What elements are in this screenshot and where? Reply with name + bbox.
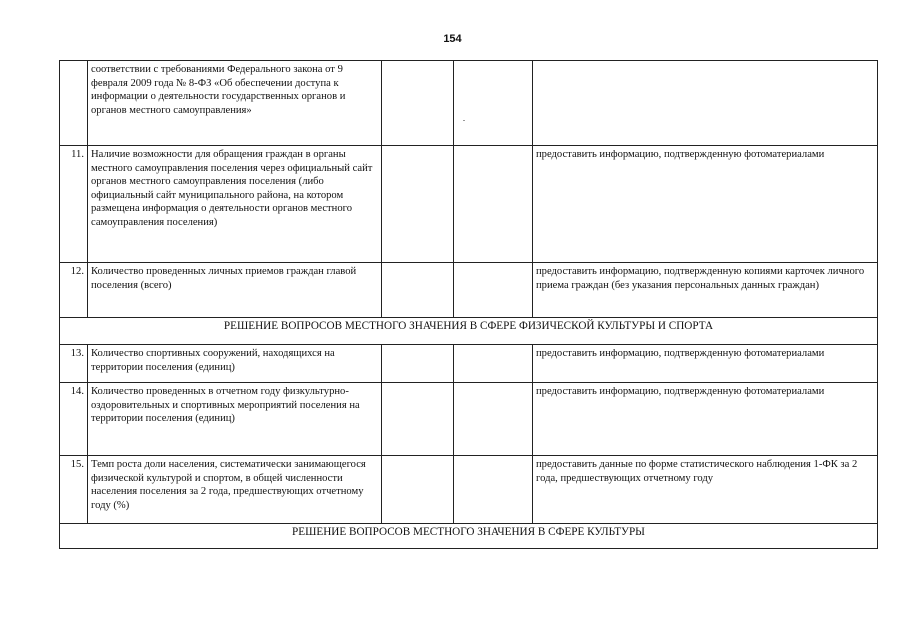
row-number xyxy=(60,61,88,146)
value-cell xyxy=(382,61,454,146)
indicator-cell: Наличие возможности для обращения граждан в органы местного самоуправления поселения через официальный сайт органов местного самоуправления поселения (либо официальный сайт муниципального района, на котором размещена информация о деятельности органов местного самоуправления поселения) xyxy=(88,146,382,263)
indicator-cell: Количество спортивных сооружений, находящихся на территории поселения (единиц) xyxy=(88,345,382,383)
section-header-row xyxy=(60,318,878,345)
row-number: 12. xyxy=(60,263,88,318)
table-row xyxy=(60,61,878,146)
value-cell xyxy=(382,456,454,524)
section-title-culture: РЕШЕНИЕ ВОПРОСОВ МЕСТНОГО ЗНАЧЕНИЯ В СФЕРЕ КУЛЬТУРЫ xyxy=(60,524,878,549)
value-cell xyxy=(454,146,533,263)
row-number: 13. xyxy=(60,345,88,383)
value-cell xyxy=(454,61,533,146)
table-row xyxy=(60,345,878,383)
table-row xyxy=(60,263,878,318)
value-cell xyxy=(382,345,454,383)
scan-artifact xyxy=(463,120,465,121)
indicator-cell: соответствии с требованиями Федерального закона от 9 февраля 2009 года № 8-ФЗ «Об обеспечении доступа к информации о деятельности государственных органов и органов местного самоуправления» xyxy=(88,61,382,146)
note-cell: предоставить данные по форме статистического наблюдения 1-ФК за 2 года, предшествующих отчетному году xyxy=(533,456,878,524)
note-cell: предоставить информацию, подтвержденную фотоматериалами xyxy=(533,345,878,383)
indicators-table xyxy=(59,60,878,549)
note-cell: предоставить информацию, подтвержденную фотоматериалами xyxy=(533,146,878,263)
section-title-sport: РЕШЕНИЕ ВОПРОСОВ МЕСТНОГО ЗНАЧЕНИЯ В СФЕРЕ ФИЗИЧЕСКОЙ КУЛЬТУРЫ И СПОРТА xyxy=(60,318,878,345)
indicator-cell: Темп роста доли населения, систематически занимающегося физической культурой и спортом, в общей численности населения поселения за 2 года, предшествующих отчетному году (%) xyxy=(88,456,382,524)
value-cell xyxy=(382,383,454,456)
value-cell xyxy=(382,146,454,263)
note-cell: предоставить информацию, подтвержденную копиями карточек личного приема граждан (без указания персональных данных граждан) xyxy=(533,263,878,318)
value-cell xyxy=(454,456,533,524)
note-cell xyxy=(533,61,878,146)
table-row xyxy=(60,456,878,524)
indicator-cell: Количество проведенных в отчетном году физкультурно-оздоровительных и спортивных мероприятий поселения на территории поселения (единиц) xyxy=(88,383,382,456)
value-cell xyxy=(454,345,533,383)
value-cell xyxy=(382,263,454,318)
indicator-cell: Количество проведенных личных приемов граждан главой поселения (всего) xyxy=(88,263,382,318)
value-cell xyxy=(454,383,533,456)
note-cell: предоставить информацию, подтвержденную фотоматериалами xyxy=(533,383,878,456)
row-number: 15. xyxy=(60,456,88,524)
row-number: 14. xyxy=(60,383,88,456)
row-number: 11. xyxy=(60,146,88,263)
table-row xyxy=(60,383,878,456)
table-row xyxy=(60,146,878,263)
section-header-row xyxy=(60,524,878,549)
value-cell xyxy=(454,263,533,318)
page-number: 154 xyxy=(443,33,462,45)
